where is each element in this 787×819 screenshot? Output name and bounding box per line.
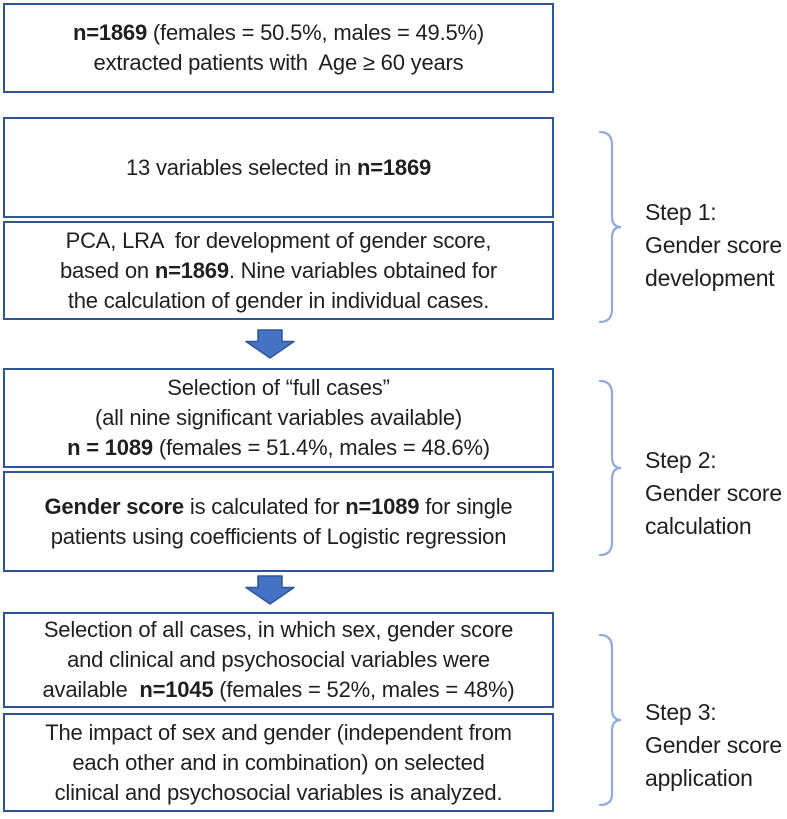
box-extracted-patients: n=1869 (females = 50.5%, males = 49.5%) extracted patients with Age ≥ 60 years <box>3 3 554 93</box>
box-case-selection: Selection of all cases, in which sex, gender score and clinical and psychosocial variables were available n=1045 (females = 52%, males = 48%) <box>3 612 554 708</box>
step-2-label: Step 2: Gender score calculation <box>645 447 782 539</box>
box-gender-score-calculated: Gender score is calculated for n=1089 for single patients using coefficients of Logistic regression <box>3 471 554 572</box>
down-arrow-icon <box>245 329 295 359</box>
box-impact-analysis: The impact of sex and gender (independent from each other and in combination) on selected clinical and psychosocial variables is analyzed. <box>3 713 554 812</box>
step-1-curly-bracket-icon <box>597 130 623 324</box>
down-arrow-icon <box>245 575 295 605</box>
step-2-curly-bracket-icon <box>597 379 623 557</box>
box-full-cases-selection: Selection of “full cases” (all nine significant variables available) n = 1089 (females = 51.4%, males = 48.6%) <box>3 368 554 468</box>
step-1-label: Step 1: Gender score development <box>645 199 782 291</box>
step-3-curly-bracket-icon <box>597 633 623 807</box>
box-pca-lra-development: PCA, LRA for development of gender score, based on n=1869. Nine variables obtained for the calculation of gender in individual cases. <box>3 221 554 320</box>
step-3-label: Step 3: Gender score application <box>645 699 782 791</box>
box-variables-selected: 13 variables selected in n=1869 <box>3 117 554 218</box>
